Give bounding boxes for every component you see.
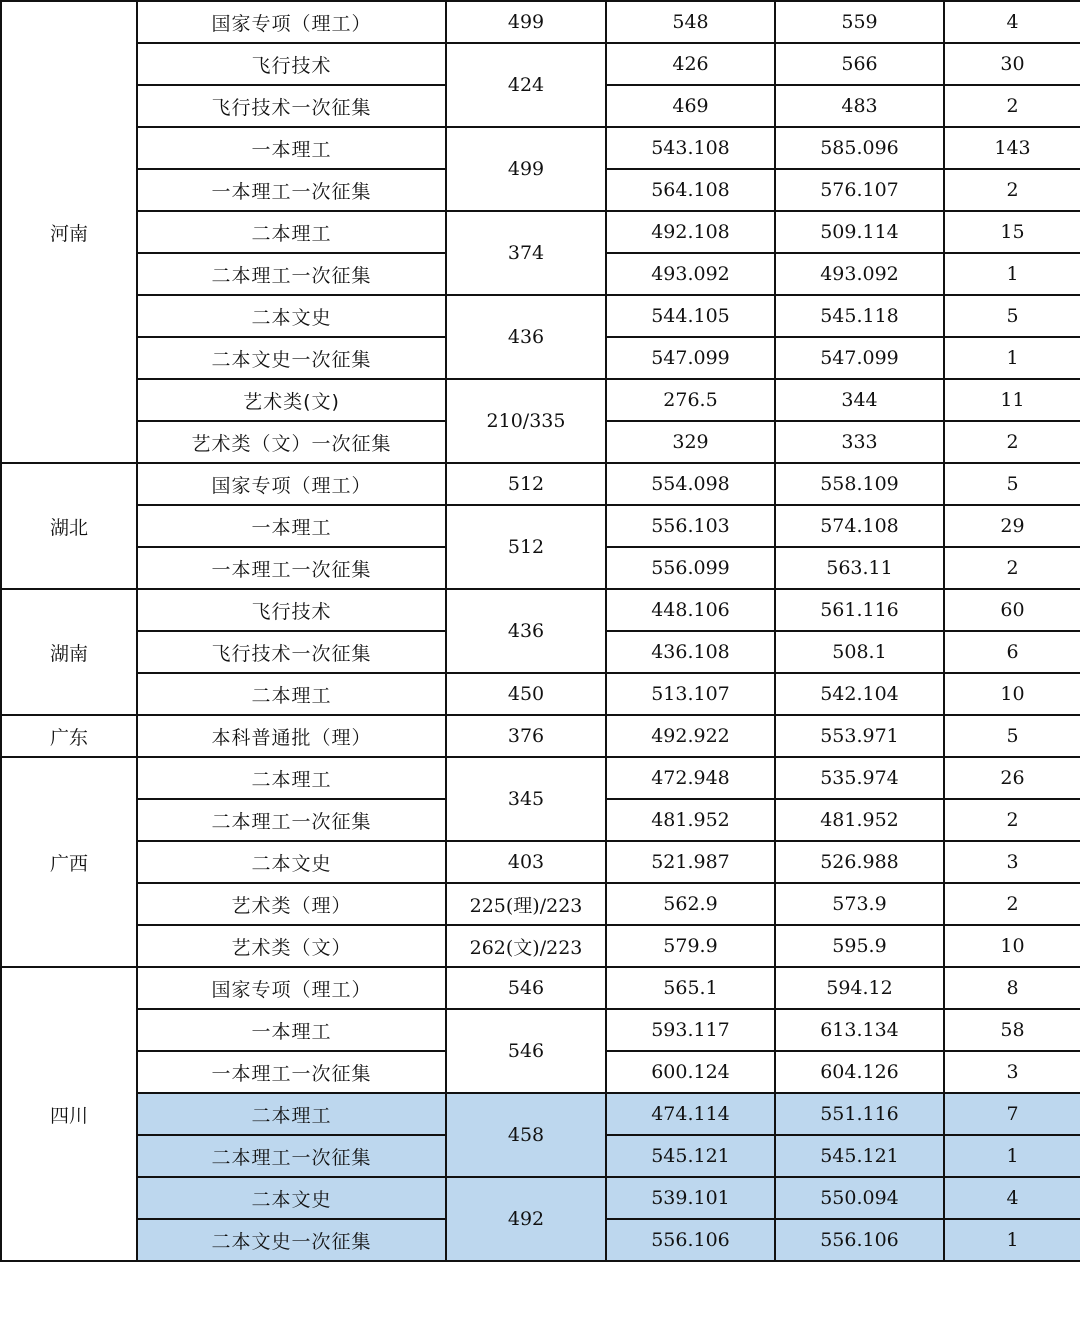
admitted-count-cell: 1	[944, 337, 1080, 379]
province-cell: 湖南	[1, 589, 137, 715]
control-line-cell: 436	[446, 589, 606, 673]
max-score-cell: 576.107	[775, 169, 944, 211]
batch-name-cell: 二本理工一次征集	[137, 253, 446, 295]
admitted-count-cell: 4	[944, 1, 1080, 43]
min-score-cell: 329	[606, 421, 775, 463]
min-score-cell: 436.108	[606, 631, 775, 673]
min-score-cell: 469	[606, 85, 775, 127]
admitted-count-cell: 58	[944, 1009, 1080, 1051]
table-row	[1, 379, 1080, 421]
min-score-cell: 492.108	[606, 211, 775, 253]
batch-name-cell: 艺术类（理）	[137, 883, 446, 925]
admitted-count-cell: 26	[944, 757, 1080, 799]
max-score-cell: 344	[775, 379, 944, 421]
max-score-cell: 545.118	[775, 295, 944, 337]
admitted-count-cell: 6	[944, 631, 1080, 673]
admitted-count-cell: 2	[944, 421, 1080, 463]
min-score-cell: 492.922	[606, 715, 775, 757]
batch-name-cell: 国家专项（理工）	[137, 1, 446, 43]
batch-name-cell: 本科普通批（理）	[137, 715, 446, 757]
batch-name-cell: 艺术类（文）一次征集	[137, 421, 446, 463]
max-score-cell: 594.12	[775, 967, 944, 1009]
batch-name-cell: 飞行技术一次征集	[137, 631, 446, 673]
table-row	[1, 883, 1080, 925]
max-score-cell: 545.121	[775, 1135, 944, 1177]
min-score-cell: 564.108	[606, 169, 775, 211]
table-row	[1, 1009, 1080, 1051]
table-row	[1, 589, 1080, 631]
table-row	[1, 673, 1080, 715]
table-row	[1, 1177, 1080, 1219]
min-score-cell: 539.101	[606, 1177, 775, 1219]
admitted-count-cell: 11	[944, 379, 1080, 421]
batch-name-cell: 一本理工一次征集	[137, 169, 446, 211]
max-score-cell: 556.106	[775, 1219, 944, 1261]
control-line-cell: 499	[446, 1, 606, 43]
control-line-cell: 436	[446, 295, 606, 379]
max-score-cell: 561.116	[775, 589, 944, 631]
control-line-cell: 512	[446, 505, 606, 589]
max-score-cell: 535.974	[775, 757, 944, 799]
min-score-cell: 543.108	[606, 127, 775, 169]
batch-name-cell: 二本文史	[137, 1177, 446, 1219]
batch-name-cell: 一本理工	[137, 505, 446, 547]
max-score-cell: 509.114	[775, 211, 944, 253]
max-score-cell: 566	[775, 43, 944, 85]
batch-name-cell: 飞行技术一次征集	[137, 85, 446, 127]
min-score-cell: 545.121	[606, 1135, 775, 1177]
max-score-cell: 333	[775, 421, 944, 463]
admitted-count-cell: 29	[944, 505, 1080, 547]
max-score-cell: 550.094	[775, 1177, 944, 1219]
batch-name-cell: 二本理工	[137, 673, 446, 715]
control-line-cell: 492	[446, 1177, 606, 1261]
table-row	[1, 463, 1080, 505]
batch-name-cell: 一本理工	[137, 1009, 446, 1051]
batch-name-cell: 二本文史	[137, 295, 446, 337]
control-line-cell: 546	[446, 967, 606, 1009]
admitted-count-cell: 2	[944, 799, 1080, 841]
province-cell: 河南	[1, 1, 137, 463]
batch-name-cell: 二本文史一次征集	[137, 337, 446, 379]
batch-name-cell: 二本理工一次征集	[137, 1135, 446, 1177]
batch-name-cell: 二本文史	[137, 841, 446, 883]
table-row	[1, 715, 1080, 757]
table-row	[1, 295, 1080, 337]
admitted-count-cell: 2	[944, 547, 1080, 589]
max-score-cell: 542.104	[775, 673, 944, 715]
control-line-cell: 546	[446, 1009, 606, 1093]
table-row	[1, 211, 1080, 253]
min-score-cell: 556.106	[606, 1219, 775, 1261]
min-score-cell: 426	[606, 43, 775, 85]
min-score-cell: 276.5	[606, 379, 775, 421]
min-score-cell: 565.1	[606, 967, 775, 1009]
admitted-count-cell: 7	[944, 1093, 1080, 1135]
control-line-cell: 403	[446, 841, 606, 883]
max-score-cell: 526.988	[775, 841, 944, 883]
min-score-cell: 448.106	[606, 589, 775, 631]
min-score-cell: 474.114	[606, 1093, 775, 1135]
batch-name-cell: 艺术类(文)	[137, 379, 446, 421]
control-line-cell: 512	[446, 463, 606, 505]
max-score-cell: 553.971	[775, 715, 944, 757]
max-score-cell: 563.11	[775, 547, 944, 589]
min-score-cell: 548	[606, 1, 775, 43]
province-cell: 四川	[1, 967, 137, 1261]
table-row	[1, 1, 1080, 43]
max-score-cell: 547.099	[775, 337, 944, 379]
min-score-cell: 554.098	[606, 463, 775, 505]
admitted-count-cell: 15	[944, 211, 1080, 253]
max-score-cell: 595.9	[775, 925, 944, 967]
table-row	[1, 505, 1080, 547]
table-row	[1, 967, 1080, 1009]
control-line-cell: 458	[446, 1093, 606, 1177]
max-score-cell: 585.096	[775, 127, 944, 169]
admitted-count-cell: 1	[944, 253, 1080, 295]
table-body	[1, 1, 1080, 1261]
max-score-cell: 573.9	[775, 883, 944, 925]
max-score-cell: 481.952	[775, 799, 944, 841]
admitted-count-cell: 5	[944, 463, 1080, 505]
province-cell: 广西	[1, 757, 137, 967]
min-score-cell: 521.987	[606, 841, 775, 883]
batch-name-cell: 一本理工	[137, 127, 446, 169]
table-row	[1, 1093, 1080, 1135]
province-cell: 广东	[1, 715, 137, 757]
max-score-cell: 558.109	[775, 463, 944, 505]
max-score-cell: 483	[775, 85, 944, 127]
max-score-cell: 559	[775, 1, 944, 43]
control-line-cell: 424	[446, 43, 606, 127]
min-score-cell: 600.124	[606, 1051, 775, 1093]
min-score-cell: 556.099	[606, 547, 775, 589]
min-score-cell: 472.948	[606, 757, 775, 799]
batch-name-cell: 一本理工一次征集	[137, 547, 446, 589]
admitted-count-cell: 10	[944, 673, 1080, 715]
table-row	[1, 127, 1080, 169]
control-line-cell: 499	[446, 127, 606, 211]
batch-name-cell: 国家专项（理工）	[137, 967, 446, 1009]
table-row	[1, 43, 1080, 85]
batch-name-cell: 飞行技术	[137, 589, 446, 631]
admitted-count-cell: 30	[944, 43, 1080, 85]
admitted-count-cell: 2	[944, 169, 1080, 211]
table-row	[1, 925, 1080, 967]
admitted-count-cell: 3	[944, 1051, 1080, 1093]
batch-name-cell: 二本理工	[137, 211, 446, 253]
max-score-cell: 574.108	[775, 505, 944, 547]
min-score-cell: 547.099	[606, 337, 775, 379]
max-score-cell: 604.126	[775, 1051, 944, 1093]
max-score-cell: 613.134	[775, 1009, 944, 1051]
batch-name-cell: 一本理工一次征集	[137, 1051, 446, 1093]
batch-name-cell: 艺术类（文）	[137, 925, 446, 967]
admitted-count-cell: 10	[944, 925, 1080, 967]
batch-name-cell: 二本理工一次征集	[137, 799, 446, 841]
control-line-cell: 450	[446, 673, 606, 715]
admitted-count-cell: 143	[944, 127, 1080, 169]
admitted-count-cell: 5	[944, 715, 1080, 757]
batch-name-cell: 二本文史一次征集	[137, 1219, 446, 1261]
admitted-count-cell: 1	[944, 1219, 1080, 1261]
control-line-cell: 376	[446, 715, 606, 757]
admitted-count-cell: 1	[944, 1135, 1080, 1177]
max-score-cell: 493.092	[775, 253, 944, 295]
admitted-count-cell: 4	[944, 1177, 1080, 1219]
table-row	[1, 841, 1080, 883]
min-score-cell: 562.9	[606, 883, 775, 925]
control-line-cell: 225(理)/223	[446, 883, 606, 925]
min-score-cell: 481.952	[606, 799, 775, 841]
table-row	[1, 757, 1080, 799]
min-score-cell: 593.117	[606, 1009, 775, 1051]
min-score-cell: 556.103	[606, 505, 775, 547]
admitted-count-cell: 3	[944, 841, 1080, 883]
admitted-count-cell: 60	[944, 589, 1080, 631]
control-line-cell: 345	[446, 757, 606, 841]
batch-name-cell: 飞行技术	[137, 43, 446, 85]
control-line-cell: 210/335	[446, 379, 606, 463]
max-score-cell: 551.116	[775, 1093, 944, 1135]
min-score-cell: 579.9	[606, 925, 775, 967]
admitted-count-cell: 2	[944, 883, 1080, 925]
control-line-cell: 262(文)/223	[446, 925, 606, 967]
min-score-cell: 544.105	[606, 295, 775, 337]
min-score-cell: 513.107	[606, 673, 775, 715]
admitted-count-cell: 5	[944, 295, 1080, 337]
province-cell: 湖北	[1, 463, 137, 589]
batch-name-cell: 国家专项（理工）	[137, 463, 446, 505]
batch-name-cell: 二本理工	[137, 757, 446, 799]
control-line-cell: 374	[446, 211, 606, 295]
admitted-count-cell: 8	[944, 967, 1080, 1009]
min-score-cell: 493.092	[606, 253, 775, 295]
admitted-count-cell: 2	[944, 85, 1080, 127]
batch-name-cell: 二本理工	[137, 1093, 446, 1135]
max-score-cell: 508.1	[775, 631, 944, 673]
